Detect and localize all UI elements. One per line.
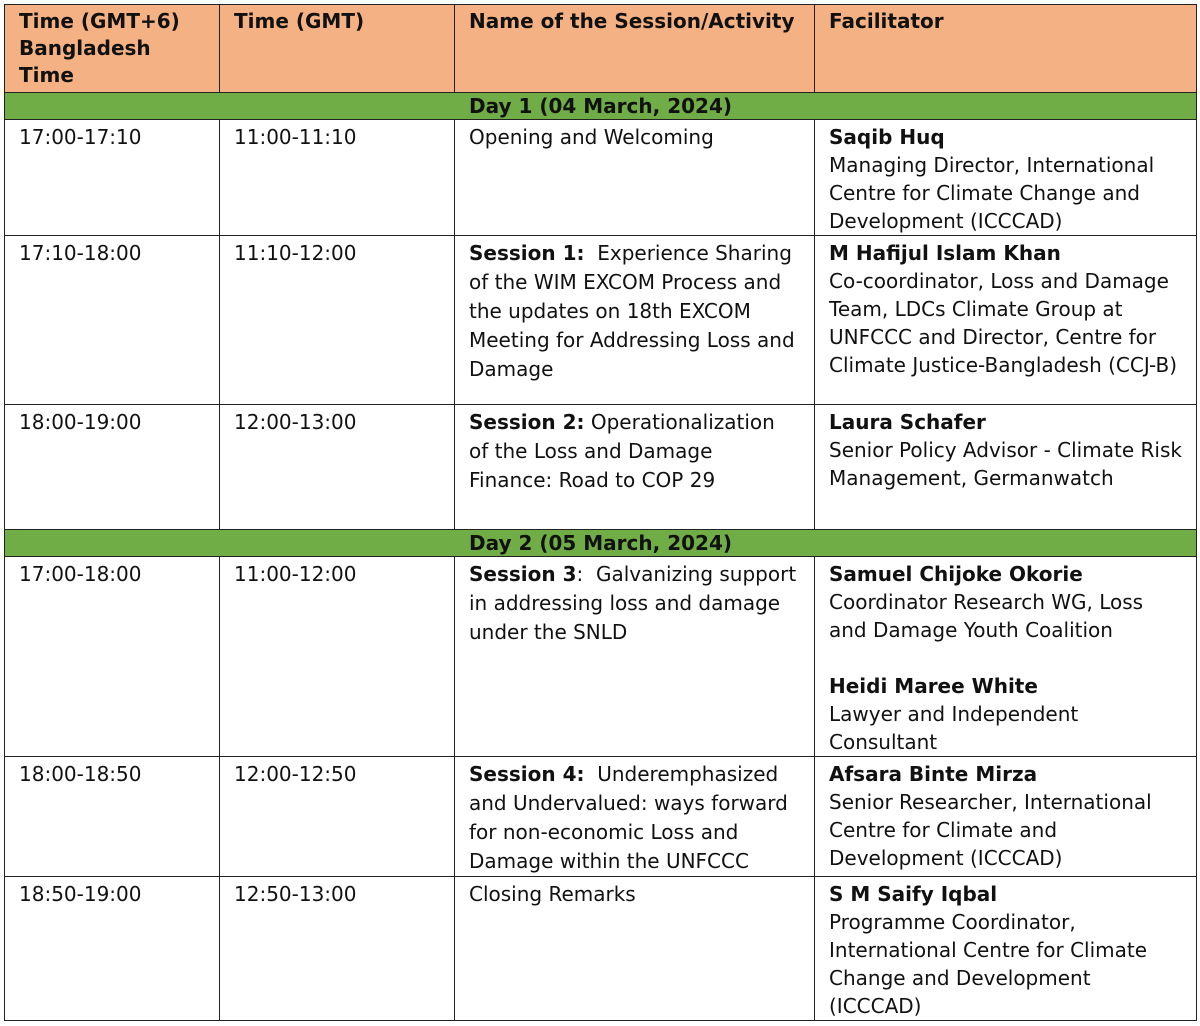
time-gmt-cell: 11:00-12:00	[220, 557, 455, 757]
facilitator-name: Laura Schafer	[829, 410, 986, 434]
session-text: : Galvanizing support in addressing loss and damage under the SNLD	[469, 562, 803, 644]
agenda-document	[4, 4, 1196, 1021]
day-2-label: Day 2 (05 March, 2024)	[5, 530, 1197, 557]
session-text: Operationalization of the Loss and Damage Finance: Road to COP 29	[469, 410, 782, 492]
facilitator-name: Heidi Maree White	[829, 674, 1038, 698]
session-title: Session 4:	[469, 762, 585, 786]
session-cell	[455, 557, 815, 757]
time-bd-cell: 18:00-18:50	[5, 757, 220, 877]
session-text: Closing Remarks	[469, 882, 636, 906]
header-time-gmt: Time (GMT)	[220, 5, 455, 93]
table-row	[5, 757, 1197, 877]
facilitator-name: Samuel Chijoke Okorie	[829, 562, 1083, 586]
time-bd-cell: 17:00-17:10	[5, 120, 220, 236]
facilitator-cell	[815, 877, 1197, 1021]
session-title: Session 2:	[469, 410, 585, 434]
session-cell	[455, 236, 815, 405]
facilitator-role: Coordinator Research WG, Loss and Damage Youth Coalition	[829, 590, 1144, 642]
time-bd-cell: 18:00-19:00	[5, 405, 220, 530]
day-1-label: Day 1 (04 March, 2024)	[5, 93, 1197, 120]
day-2-row	[5, 530, 1197, 557]
time-gmt-cell: 12:00-12:50	[220, 757, 455, 877]
header-facilitator: Facilitator	[815, 5, 1197, 93]
time-bd-cell: 18:50-19:00	[5, 877, 220, 1021]
facilitator-name: Saqib Huq	[829, 125, 945, 149]
session-cell	[455, 877, 815, 1021]
facilitator-cell	[815, 120, 1197, 236]
time-gmt-cell: 12:00-13:00	[220, 405, 455, 530]
facilitator-role: Senior Researcher, International Centre for Climate and Development (ICCCAD)	[829, 790, 1152, 870]
facilitator-name: Afsara Binte Mirza	[829, 762, 1038, 786]
session-text: Opening and Welcoming	[469, 125, 714, 149]
facilitator-role: Senior Policy Advisor - Climate Risk Management, Germanwatch	[829, 438, 1182, 490]
time-bd-cell: 17:00-18:00	[5, 557, 220, 757]
facilitator-cell	[815, 757, 1197, 877]
time-gmt-cell: 11:00-11:10	[220, 120, 455, 236]
header-time-bd: Time (GMT+6) Bangladesh Time	[5, 5, 220, 93]
table-row	[5, 120, 1197, 236]
session-cell	[455, 120, 815, 236]
agenda-table	[4, 4, 1197, 1021]
facilitator-role: Programme Coordinator, International Centre for Climate Change and Development (ICCCAD)	[829, 910, 1148, 1018]
time-gmt-cell: 12:50-13:00	[220, 877, 455, 1021]
header-row	[5, 5, 1197, 93]
day-1-row	[5, 93, 1197, 120]
facilitator-cell	[815, 236, 1197, 405]
table-row	[5, 405, 1197, 530]
session-text: Experience Sharing of the WIM EXCOM Process and the updates on 18th EXCOM Meeting for Addressing Loss and Damage	[469, 241, 801, 381]
facilitator-role: Lawyer and Independent Consultant	[829, 702, 1079, 754]
table-row	[5, 236, 1197, 405]
session-cell	[455, 757, 815, 877]
facilitator-name: S M Saify Iqbal	[829, 882, 998, 906]
facilitator-role: Managing Director, International Centre for Climate Change and Development (ICCCAD)	[829, 153, 1155, 233]
table-row	[5, 557, 1197, 757]
session-text: Underemphasized and Undervalued: ways forward for non-economic Loss and Damage within the UNFCCC	[469, 762, 795, 873]
facilitator-cell	[815, 557, 1197, 757]
time-gmt-cell: 11:10-12:00	[220, 236, 455, 405]
table-row	[5, 877, 1197, 1021]
facilitator-spacer	[829, 644, 1182, 672]
facilitator-cell	[815, 405, 1197, 530]
facilitator-role: Co-coordinator, Loss and Damage Team, LDCs Climate Group at UNFCCC and Director, Centre for Climate Justice-Bangladesh (CCJ-B)	[829, 269, 1178, 377]
time-bd-cell: 17:10-18:00	[5, 236, 220, 405]
session-cell	[455, 405, 815, 530]
header-session: Name of the Session/Activity	[455, 5, 815, 93]
facilitator-name: M Hafijul Islam Khan	[829, 241, 1061, 265]
session-title: Session 3	[469, 562, 577, 586]
session-title: Session 1:	[469, 241, 585, 265]
